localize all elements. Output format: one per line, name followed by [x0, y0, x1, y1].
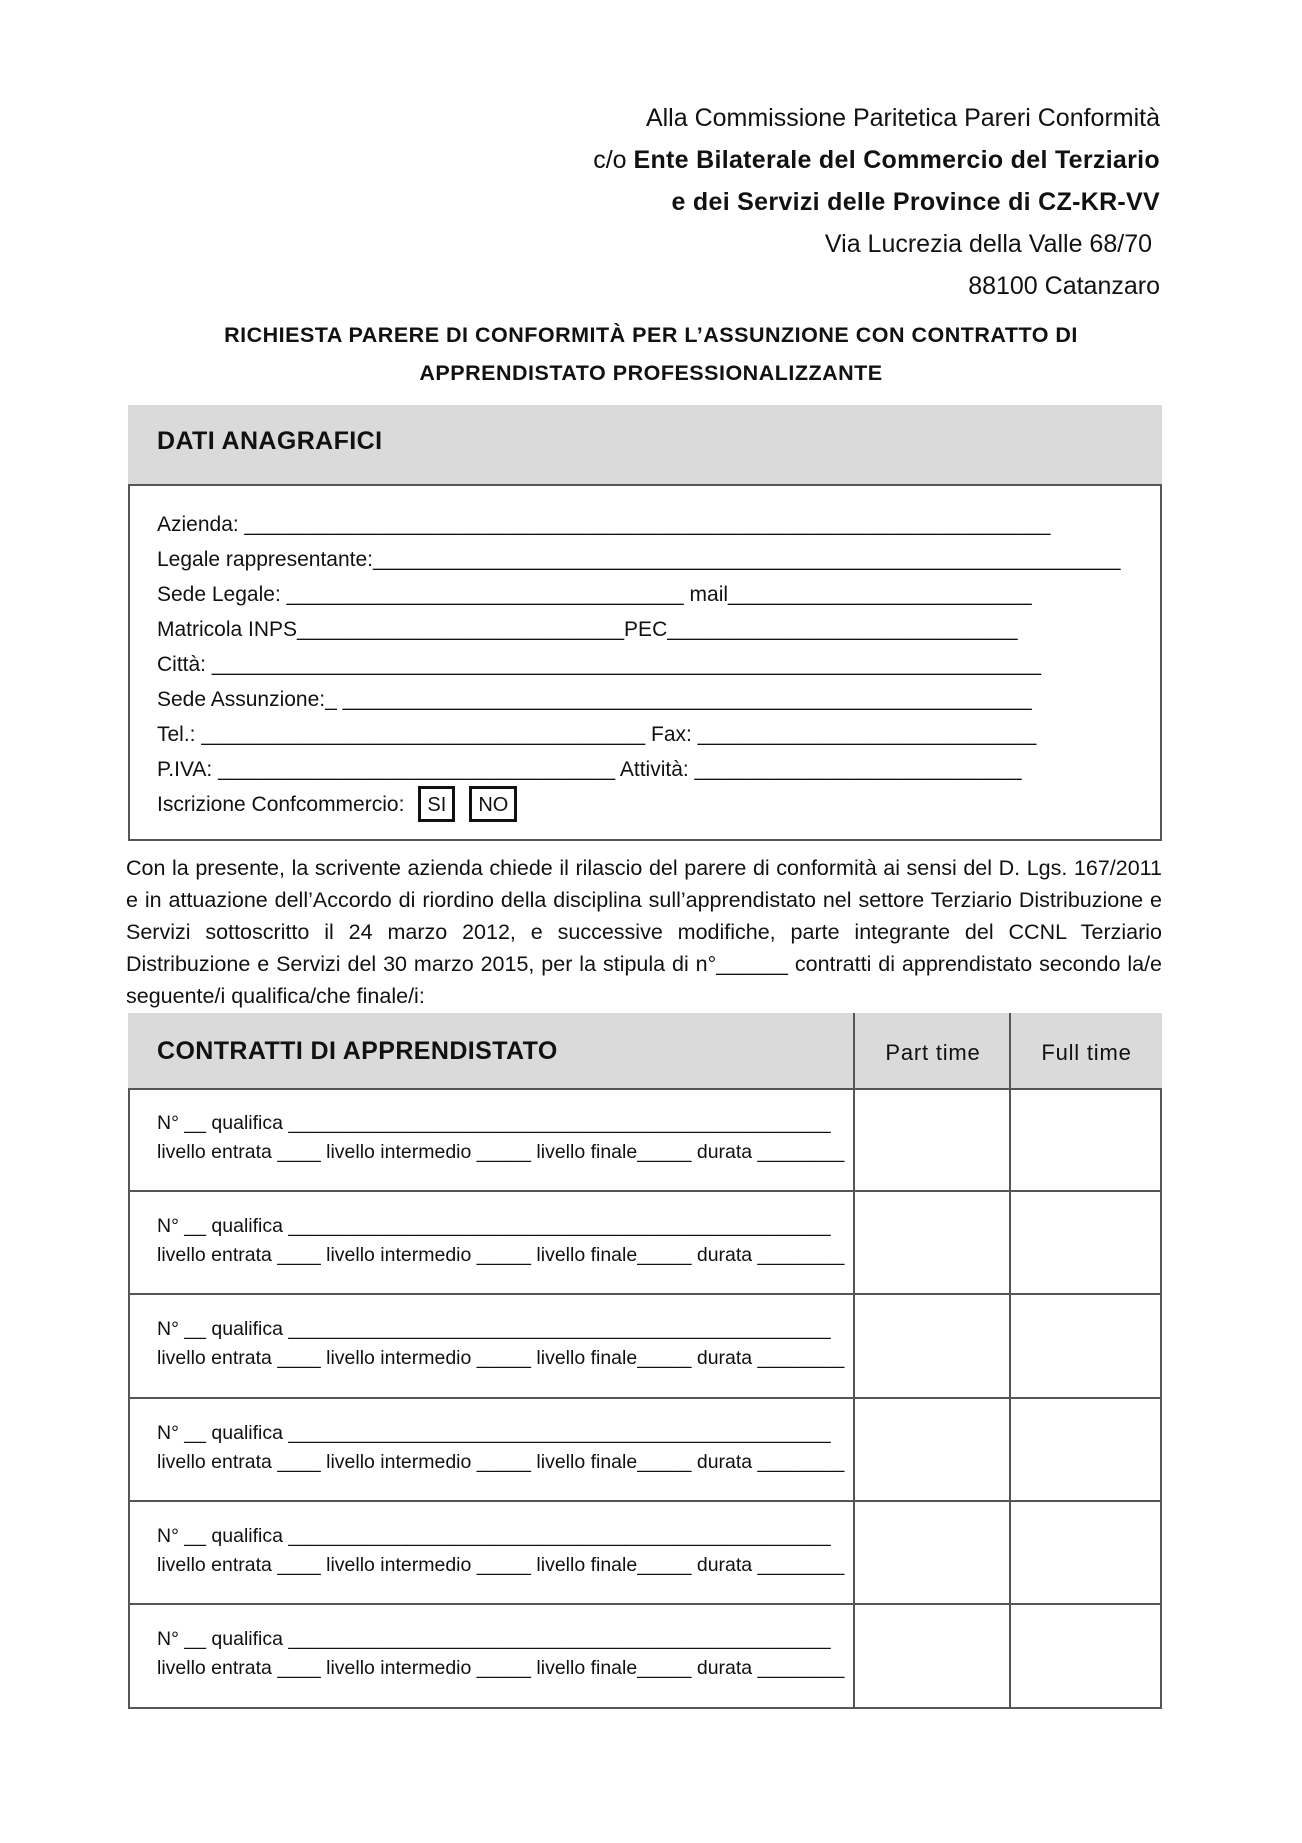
intro-paragraph: Con la presente, la scrivente azienda chiede il rilascio del parere di conformità ai sensi del D. Lgs. 167/2011 e in attuazione dell’Accordo di riordino della disciplina sull’apprendistato nel settore Terziario Distribuzione e Servizi sottoscritto il 24 marzo 2012, e successive modifiche, parte integrante del CCNL Terziario Distribuzione e Servizi del 30 marzo 2015, per la stipula di n°______ contratti di apprendistato secondo la/e seguente/i qualifica/che finale/i:: [126, 856, 1162, 1008]
addressee-prefix: c/o: [593, 146, 634, 174]
column-full-time: Full time: [1041, 1040, 1132, 1065]
iscrizione-label: Iscrizione Confcommercio:: [157, 793, 405, 816]
contract-row-3[interactable]: [157, 1315, 844, 1373]
field-tel-fax[interactable]: Tel.: ______________________________________ Fax: _____________________________: [157, 723, 1037, 746]
checkbox-no[interactable]: NO: [469, 786, 517, 822]
contract-livelli: livello entrata ____ livello intermedio _____ livello finale_____ durata ________: [157, 1347, 845, 1369]
field-matricola-inps-pec[interactable]: Matricola INPS____________________________PEC______________________________: [157, 618, 1018, 641]
row-separator: [128, 1603, 1162, 1605]
addressee-provinces: e dei Servizi delle Province di CZ-KR-VV: [671, 188, 1160, 216]
contract-qualifica: N° __ qualifica __________________________________________________: [157, 1318, 831, 1340]
contract-qualifica: N° __ qualifica __________________________________________________: [157, 1525, 831, 1547]
contratti-heading: CONTRATTI DI APPRENDISTATO: [157, 1037, 558, 1065]
field-legale-rappresentante[interactable]: Legale rappresentante:________________________________________________________________: [157, 548, 1121, 571]
contract-livelli: livello entrata ____ livello intermedio _____ livello finale_____ durata ________: [157, 1554, 845, 1576]
addressee-city: 88100 Catanzaro: [968, 272, 1160, 300]
document-title-line-1: RICHIESTA PARERE DI CONFORMITÀ PER L’ASSUNZIONE CON CONTRATTO DI: [224, 323, 1078, 347]
contract-qualifica: N° __ qualifica __________________________________________________: [157, 1422, 831, 1444]
contract-row-2[interactable]: [157, 1212, 844, 1270]
contract-row-4[interactable]: [157, 1419, 844, 1477]
addressee-line-2: [593, 146, 1160, 175]
column-part-time: Part time: [885, 1040, 981, 1065]
contract-qualifica: N° __ qualifica __________________________________________________: [157, 1112, 831, 1134]
addressee-organization: Ente Bilaterale del Commercio del Terziario: [633, 146, 1160, 174]
document-title-line-2: APPRENDISTATO PROFESSIONALIZZANTE: [419, 361, 883, 385]
contract-livelli: livello entrata ____ livello intermedio _____ livello finale_____ durata ________: [157, 1657, 845, 1679]
row-separator: [128, 1500, 1162, 1502]
addressee-line-1: Alla Commissione Paritetica Pareri Conformità: [645, 104, 1160, 132]
contract-livelli: livello entrata ____ livello intermedio _____ livello finale_____ durata ________: [157, 1141, 845, 1163]
contract-row-6[interactable]: [157, 1625, 844, 1683]
addressee-street: Via Lucrezia della Valle 68/70: [824, 230, 1152, 258]
contract-qualifica: N° __ qualifica __________________________________________________: [157, 1215, 831, 1237]
field-sede-assunzione[interactable]: Sede Assunzione:_ ___________________________________________________________: [157, 688, 1032, 711]
field-sede-legale-mail[interactable]: Sede Legale: __________________________________ mail__________________________: [157, 583, 1032, 606]
field-iscrizione-confcommercio: [157, 786, 517, 822]
field-azienda[interactable]: Azienda: _____________________________________________________________________: [157, 513, 1051, 536]
row-separator: [128, 1293, 1162, 1295]
contract-qualifica: N° __ qualifica __________________________________________________: [157, 1628, 831, 1650]
dati-anagrafici-heading: DATI ANAGRAFICI: [157, 427, 383, 455]
field-piva-attivita[interactable]: P.IVA: __________________________________ Attività: ____________________________: [157, 758, 1022, 781]
row-separator: [128, 1397, 1162, 1399]
contract-row-5[interactable]: [157, 1522, 844, 1580]
contract-livelli: livello entrata ____ livello intermedio _____ livello finale_____ durata ________: [157, 1451, 845, 1473]
checkbox-si[interactable]: SI: [418, 786, 455, 822]
row-separator: [128, 1190, 1162, 1192]
field-citta[interactable]: Città: _______________________________________________________________________: [157, 653, 1042, 676]
contract-row-1[interactable]: [157, 1109, 844, 1167]
addressee-line-3: [671, 188, 1160, 217]
contract-livelli: livello entrata ____ livello intermedio _____ livello finale_____ durata ________: [157, 1244, 845, 1266]
